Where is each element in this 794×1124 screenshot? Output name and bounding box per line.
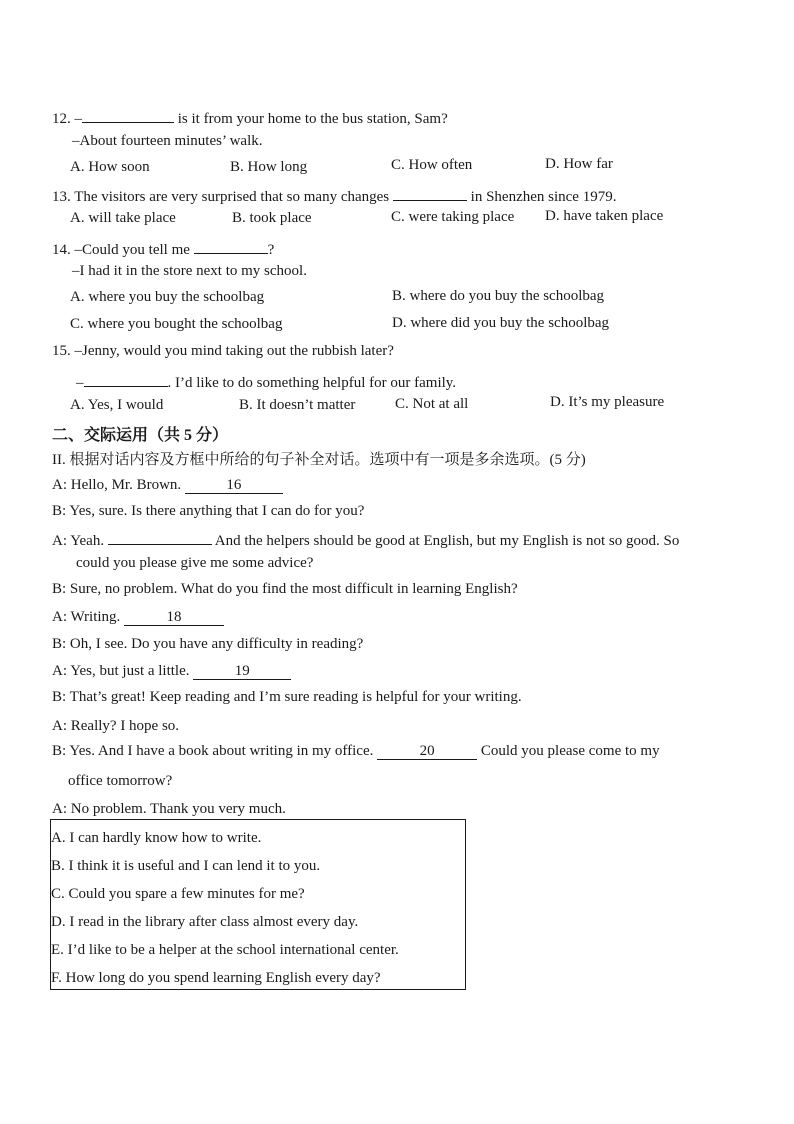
q15-option-c[interactable]: C. Not at all <box>395 396 469 412</box>
dialogue-line-11: A: No problem. Thank you very much. <box>52 801 286 817</box>
q15-reply-dash: – <box>76 375 84 391</box>
question-13 <box>52 184 616 206</box>
q15-option-d[interactable]: D. It’s my pleasure <box>550 394 665 410</box>
dialogue-line-6: B: Oh, I see. Do you have any difficulty in reading? <box>52 636 364 652</box>
q13-option-b[interactable]: B. took place <box>232 210 312 226</box>
blank-20[interactable]: 20 <box>377 743 477 760</box>
question-12 <box>52 106 448 128</box>
box-option-f[interactable]: F. How long do you spend learning English every day? <box>51 970 381 986</box>
box-option-a[interactable]: A. I can hardly know how to write. <box>51 830 262 846</box>
q15-option-b[interactable]: B. It doesn’t matter <box>239 397 356 413</box>
q15-reply-text: . I’d like to do something helpful for our family. <box>167 375 457 391</box>
q13-stem: in Shenzhen since 1979. <box>466 189 617 205</box>
q15-reply <box>76 370 456 392</box>
box-option-e[interactable]: E. I’d like to be a helper at the school international center. <box>51 942 399 958</box>
box-option-c[interactable]: C. Could you spare a few minutes for me? <box>51 886 305 902</box>
dialogue-a-helpers: And the helpers should be good at English, but my English is not so good. So <box>211 533 680 549</box>
q12-option-d[interactable]: D. How far <box>545 156 613 172</box>
dialogue-line-10 <box>52 743 660 760</box>
blank-18[interactable]: 18 <box>124 609 224 626</box>
dialogue-line-10-cont: office tomorrow? <box>68 773 173 789</box>
dialogue-b-book: B: Yes. And I have a book about writing in my office. <box>52 743 378 759</box>
blank-16[interactable]: 16 <box>185 477 283 494</box>
q13-option-d[interactable]: D. have taken place <box>545 208 664 224</box>
q15-option-a[interactable]: A. Yes, I would <box>70 397 164 413</box>
dialogue-a-writing: A: Writing. <box>52 609 125 625</box>
dialogue-line-3 <box>52 528 679 550</box>
q13-answer-blank[interactable] <box>393 184 467 201</box>
blank-17[interactable] <box>108 528 212 545</box>
q12-option-a[interactable]: A. How soon <box>70 159 150 175</box>
q12-option-b[interactable]: B. How long <box>230 159 308 175</box>
dialogue-line-8: B: That’s great! Keep reading and I’m sure reading is helpful for your writing. <box>52 689 522 705</box>
question-14 <box>52 237 274 259</box>
dialogue-a-little: A: Yes, but just a little. <box>52 663 194 679</box>
dialogue-line-5 <box>52 609 224 626</box>
box-option-d[interactable]: D. I read in the library after class almost every day. <box>51 914 359 930</box>
dialogue-line-9: A: Really? I hope so. <box>52 718 180 734</box>
q14-option-a[interactable]: A. where you buy the schoolbag <box>70 289 265 305</box>
section-heading: 二、交际运用（共 5 分） <box>52 427 229 444</box>
q14-answer-blank[interactable] <box>194 237 268 254</box>
dialogue-b-come: Could you please come to my <box>477 743 660 759</box>
q14-reply: –I had it in the store next to my school. <box>72 263 307 279</box>
q14-stem-end: ? <box>267 242 275 258</box>
q12-option-c[interactable]: C. How often <box>391 157 473 173</box>
q13-option-c[interactable]: C. were taking place <box>391 209 515 225</box>
q12-stem: is it from your home to the bus station, Sam? <box>174 111 448 127</box>
q12-answer-blank[interactable] <box>82 106 174 123</box>
dialogue-line-2: B: Yes, sure. Is there anything that I can do for you? <box>52 503 365 519</box>
q14-option-b[interactable]: B. where do you buy the schoolbag <box>392 288 605 304</box>
q14-option-d[interactable]: D. where did you buy the schoolbag <box>392 315 610 331</box>
question-15: 15. –Jenny, would you mind taking out the rubbish later? <box>52 343 394 359</box>
q14-option-c[interactable]: C. where you bought the schoolbag <box>70 316 283 332</box>
blank-19[interactable]: 19 <box>193 663 291 680</box>
q15-answer-blank[interactable] <box>84 370 168 387</box>
options-box <box>50 819 466 990</box>
box-option-b[interactable]: B. I think it is useful and I can lend it to you. <box>51 858 321 874</box>
q13-option-a[interactable]: A. will take place <box>70 210 176 226</box>
dialogue-line-1 <box>52 477 283 494</box>
dialogue-line-7 <box>52 663 291 680</box>
dialogue-line-4: B: Sure, no problem. What do you find the most difficult in learning English? <box>52 581 518 597</box>
dialogue-a-greeting: A: Hello, Mr. Brown. <box>52 477 185 493</box>
q13-prefix: 13. The visitors are very surprised that so many changes <box>52 189 393 205</box>
q14-prefix: 14. –Could you tell me <box>52 242 194 258</box>
q12-reply: –About fourteen minutes’ walk. <box>72 133 263 149</box>
dialogue-a-yeah: A: Yeah. <box>52 533 108 549</box>
q12-prefix: 12. – <box>52 111 82 127</box>
section-instructions: II. 根据对话内容及方框中所给的句子补全对话。选项中有一项是多余选项。(5 分) <box>52 452 586 468</box>
dialogue-line-3-cont: could you please give me some advice? <box>76 555 314 571</box>
